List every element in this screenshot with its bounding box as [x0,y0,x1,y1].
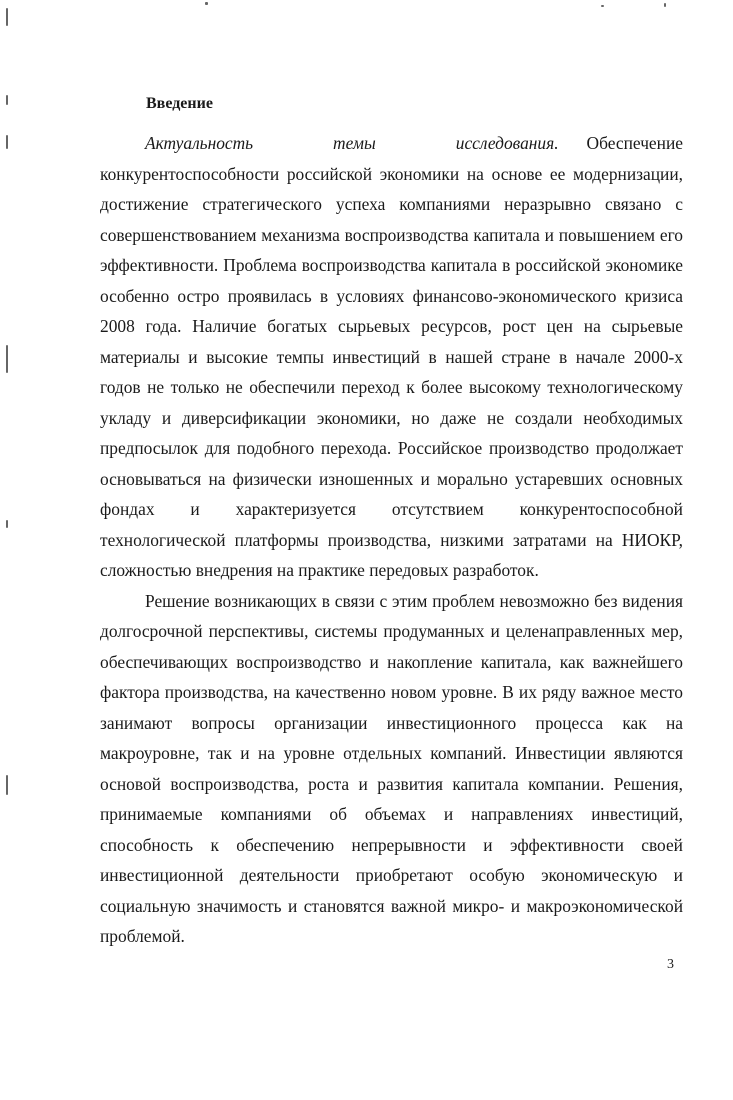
page-number: 3 [667,957,674,972]
scan-mark [205,2,208,5]
scan-mark [6,8,8,26]
paragraph: Решение возникающих в связи с этим проблем невозможно без видения долгосрочной перспективы, системы продуманных и целенаправленных мер, обеспечивающих воспроизводство и накопление капитала, как важнейшего фактора производства, на качественно новом уровне. В их ряду важное место занимают вопросы организации инвестиционного процесса как на макроуровне, так и на уровне отдельных компаний. Инвестиции являются основой воспроизводства, роста и развития капитала компании. Решения, принимаемые компаниями об объемах и направлениях инвестиций, способность к обеспечению непрерывности и эффективности своей инвестиционной деятельности приобретают особую экономическую и социальную значимость и становятся важной микро- и макроэкономической проблемой. [100,590,683,946]
body-text [100,128,683,952]
paragraph-text: Обеспечение конкурентоспособности российской экономики на основе ее модернизации, достижение стратегического успеха компаниями неразрывно связано с совершенствованием механизма воспроизводства капитала и повышением его эффективности. Проблема воспроизводства капитала в российской экономике особенно остро проявилась в условиях финансово-экономического кризиса 2008 года. Наличие богатых сырьевых ресурсов, рост цен на сырьевые материалы и высокие темпы инвестиций в нашей стране в начале 2000-х годов не только не обеспечили переход к более высокому технологическому укладу и диверсификации экономики, но даже не создали необходимых предпосылок для подобного перехода. Российское производство продолжает основываться на физически изношенных и морально устаревших основных фондах и характеризуется отсутствием конкурентоспособной технологической платформы производства, низкими затратами на НИОКР, сложностью внедрения на практике передовых разработок. [100,133,683,580]
scan-mark [6,520,8,528]
paragraph [100,128,683,586]
scan-mark [6,775,8,795]
scan-mark [6,135,8,149]
scan-mark [601,5,604,7]
scan-mark [6,345,8,373]
paragraph-lead: Актуальность темы исследования. [145,133,559,153]
scan-mark [6,95,8,105]
section-heading: Введение [146,95,213,112]
scan-mark [664,3,666,7]
